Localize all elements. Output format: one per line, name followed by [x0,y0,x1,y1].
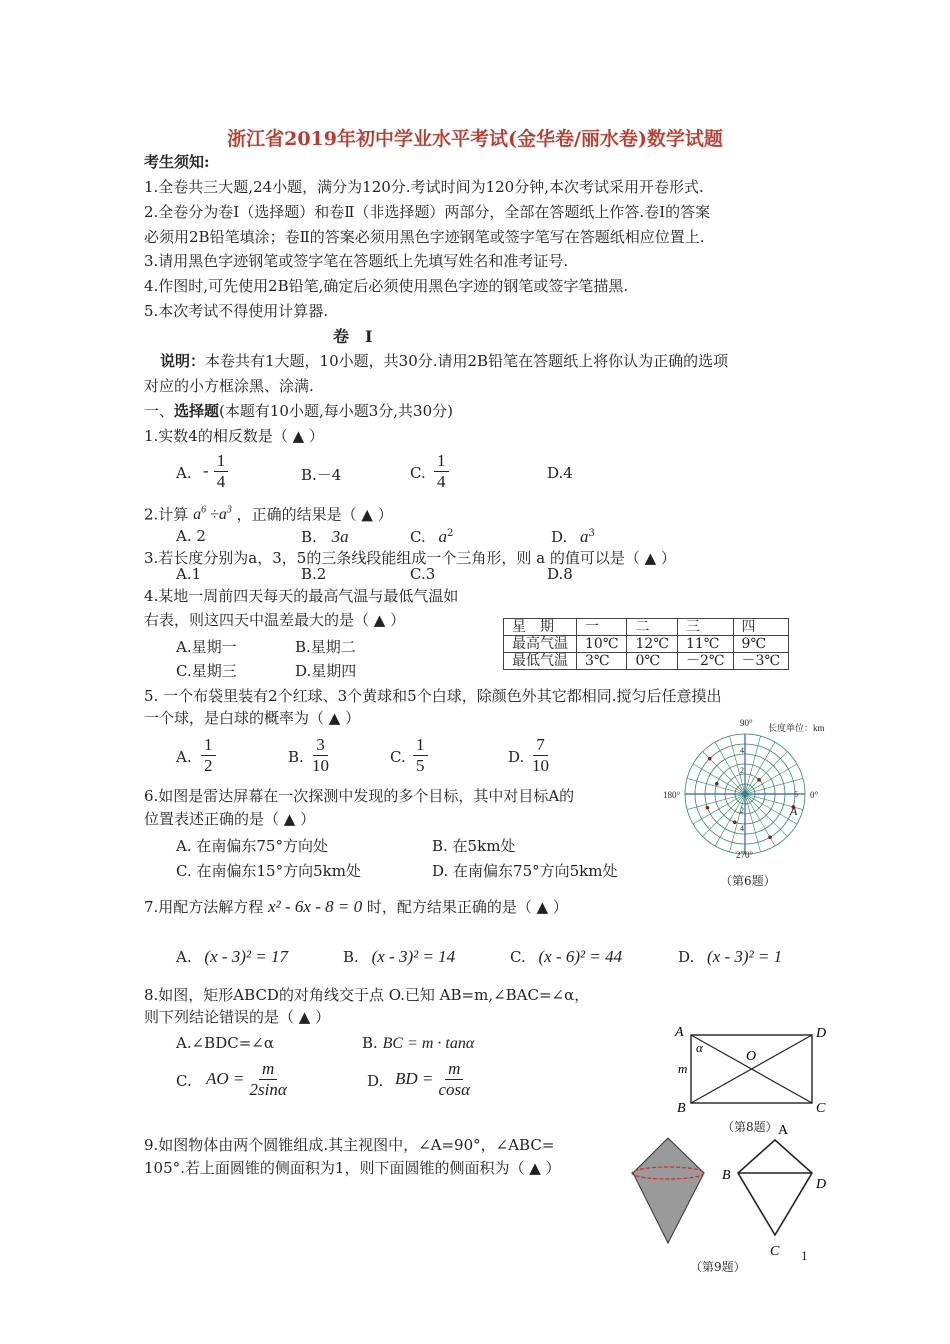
point-c-label: C [816,1101,826,1116]
section-desc-line2: 对应的小方框涂黑、涂满. [144,377,314,395]
q5-stem-1: 5. 一个布袋里装有2个红球、3个黄球和5个白球，除颜色外其它都相同.搅匀后任意摸出 [144,687,722,705]
q5-stem-2: 一个球，是白球的概率为（ ▲ ） [144,709,361,727]
radar-tick: 5 [794,790,798,799]
q6-stem-1: 6.如图是雷达屏幕在一次探测中发现的多个目标，其中对目标A的 [144,787,575,805]
point-b-label: B [677,1101,686,1116]
q8-option-d-label: D. [367,1072,384,1090]
notice-line: 4.作图时,可先使用2B铅笔,确定后必须使用黑色字迹的钢笔或签字笔描黑. [144,277,629,295]
rectangle-figure [670,1020,840,1120]
radar-target-dot [768,836,772,840]
point-a-label: A [778,1123,789,1138]
radar-tick: 4 [740,746,744,755]
q4-option-a: A.星期一 [176,638,237,656]
q6-option-d: D. 在南偏东75°方向5km处 [432,862,618,880]
double-cone-figure [628,1135,713,1250]
q4-option-d: D.星期四 [295,662,357,680]
point-d-label: D [816,1026,827,1041]
radar-spoke [693,764,745,794]
radar-label-bottom: 270° [736,850,754,860]
q5-option-b-label: B. [288,748,304,766]
q1-option-a-label: A. [176,464,192,482]
point-c-label: C [770,1244,780,1258]
page-title: 浙江省2019年初中学业水平考试(金华卷/丽水卷)数学试题 [227,128,723,150]
table-row: 星 期 一 二 三 四 [504,619,789,636]
q5-option-d-label: D. [508,748,525,766]
radar-spoke [703,794,745,836]
q6-option-a: A. 在南偏东75°方向处 [176,837,328,855]
radar-spoke [745,764,797,794]
q6-caption: （第6题） [720,874,776,888]
part-heading [144,401,453,421]
q2-expression: $a^6 \div a^3$ [193,505,232,524]
q3-option-b: B.2 [301,565,327,583]
q7-option-d: D. (x - 3)² = 1 [678,947,783,966]
point-b-label: B [722,1168,731,1183]
radar-target-dot [733,820,737,824]
part-bold: 选择题 [174,402,220,420]
q1-option-b: B.－4 [301,466,342,484]
q6-option-c: C. 在南偏东15°方向5km处 [176,862,361,880]
radar-label-left: 180° [663,790,681,800]
notice-line: 必须用2B铅笔填涂；卷Ⅱ的答案必须用黑色字迹钢笔或签字笔写在答题纸相应位置上. [144,228,705,246]
point-d-label: D [816,1177,827,1192]
notice-line: 1.全卷共三大题,24小题，满分为120分.考试时间为120分钟,本次考试采用开卷形式. [144,178,704,196]
radar-spoke [745,742,775,794]
temperature-table [503,618,789,670]
q5-option-a-label: A. [176,748,192,766]
point-o-label: O [746,1049,757,1064]
radar-tick: 4 [740,824,744,833]
q5-option-d: $\frac{7}{10}$ [532,735,549,775]
radar-tick: 2 [740,806,744,815]
q1-option-c-label: C. [410,464,426,482]
radar-spoke [745,752,787,794]
q6-stem-2: 位置表述正确的是（ ▲ ） [144,810,316,828]
q2-option-c: C. $a^2$ [410,527,454,546]
radar-label-top: 90° [740,718,753,728]
radar-spoke [745,794,787,836]
point-a-label: A [675,1025,684,1040]
notice-line: 3.请用黑色字迹钢笔或签字笔在答题纸上先填写姓名和准考证号. [144,252,569,270]
radar-target-label: A [790,804,798,818]
q2-option-d: D. $a^3$ [551,527,595,546]
radar-figure [660,716,850,866]
q4-option-b: B.星期二 [295,638,356,656]
q1-option-c: $\frac{1}{4}$ [434,451,449,492]
table-row: 最低气温 3℃ 0℃ －2℃ －3℃ [504,653,789,670]
q8-stem-2: 则下列结论错误的是（ ▲ ） [144,1008,331,1026]
q2-stem: 2.计算 $a^6 \div a^3$ ，正确的结果是（ ▲ ） [144,505,393,524]
q2-option-a: A. 2 [176,527,206,545]
notice-line: 5.本次考试不得使用计算器. [144,302,329,320]
q2-option-b: B. 3a [301,527,349,546]
q5-option-c: $\frac{1}{5}$ [413,735,428,776]
q1-option-d: D.4 [547,464,573,482]
q7-equation: x² - 6x - 8 = 0 [268,897,363,916]
part-rest: (本题有10小题,每小题3分,共30分) [219,402,453,420]
q4-stem-2: 右表，则这四天中温差最大的是（ ▲ ） [144,611,406,629]
q1-option-a: - $\frac{1}{4}$ [203,451,228,492]
cone-body [633,1138,704,1243]
section-title: 卷 Ⅰ [333,327,373,346]
q3-option-d: D.8 [547,565,573,583]
q5-option-a: $\frac{1}{2}$ [201,735,216,776]
q8-option-d: BD = $\frac{m}{\cos\alpha}$ [395,1059,471,1099]
radar-target-dot [706,806,710,810]
radar-spoke [693,794,745,824]
q8-option-c: AO = $\frac{m}{2\sin\alpha}$ [206,1059,287,1099]
radar-grid [685,734,805,854]
q9-stem-1: 9.如图物体由两个圆锥组成.其主视图中，∠A=90°，∠ABC= [144,1136,555,1154]
q8-option-a: A.∠BDC=∠α [176,1034,274,1052]
q7-option-a: A. (x - 3)² = 17 [176,947,288,966]
notice-line: 2.全卷分为卷Ⅰ（选择题）和卷Ⅱ（非选择题）两部分，全部在答题纸上作答.卷Ⅰ的答案 [144,203,711,221]
q5-option-c-label: C. [390,748,406,766]
q9-caption: （第9题） [690,1260,746,1274]
q3-stem: 3.若长度分别为a，3，5的三条线段能组成一个三角形，则 a 的值可以是（ ▲ ） [144,549,676,567]
table-row: 最高气温 10℃ 12℃ 11℃ 9℃ [504,636,789,653]
q6-option-b: B. 在5km处 [432,837,516,855]
q8-option-b: B. BC = m · tanα [362,1034,475,1052]
radar-tick: 2 [740,766,744,775]
q7-option-c: C. (x - 6)² = 44 [510,947,623,966]
radar-target-dot [715,782,719,786]
radar-target-dot [757,778,761,782]
q1-stem: 1.实数4的相反数是（ ▲ ） [144,427,324,445]
kite-outline [738,1140,812,1235]
front-view-figure [718,1118,833,1258]
section-desc [160,351,728,371]
q7-stem: 7.用配方法解方程 x² - 6x - 8 = 0 时，配方结果正确的是（ ▲ ） [144,897,568,916]
q3-option-c: C.3 [410,565,436,583]
q8-stem-1: 8.如图，矩形ABCD的对角线交于点 O.已知 AB=m,∠BAC=∠α， [144,986,590,1004]
page-number: 1 [801,1248,808,1263]
notice-heading: 考生须知: [144,153,210,171]
q8-option-c-label: C. [176,1072,192,1090]
radar-spoke [715,794,745,846]
q9-stem-2: 105°.若上面圆锥的侧面积为1，则下面圆锥的侧面积为（ ▲ ） [144,1159,561,1177]
q8-caption: （第8题） [722,1120,778,1134]
q7-option-b: B. (x - 3)² = 14 [343,947,456,966]
section-desc-label: 说明： [160,352,206,370]
radar-label-right: 0° [810,790,819,800]
q4-stem-1: 4.某地一周前四天每天的最高气温与最低气温如 [144,587,459,605]
radar-unit: 长度单位：km [768,723,825,733]
angle-alpha-label: α [696,1040,703,1055]
q5-option-b: $\frac{3}{10}$ [312,735,329,775]
side-m-label: m [678,1061,688,1076]
part-prefix: 一、 [144,402,175,420]
section-desc-text: 本卷共有1大题，10小题，共30分.请用2B铅笔在答题纸上将你认为正确的选项 [205,352,729,370]
q4-option-c: C.星期三 [176,662,237,680]
radar-target-dot [708,757,712,761]
q3-option-a: A.1 [176,565,202,583]
